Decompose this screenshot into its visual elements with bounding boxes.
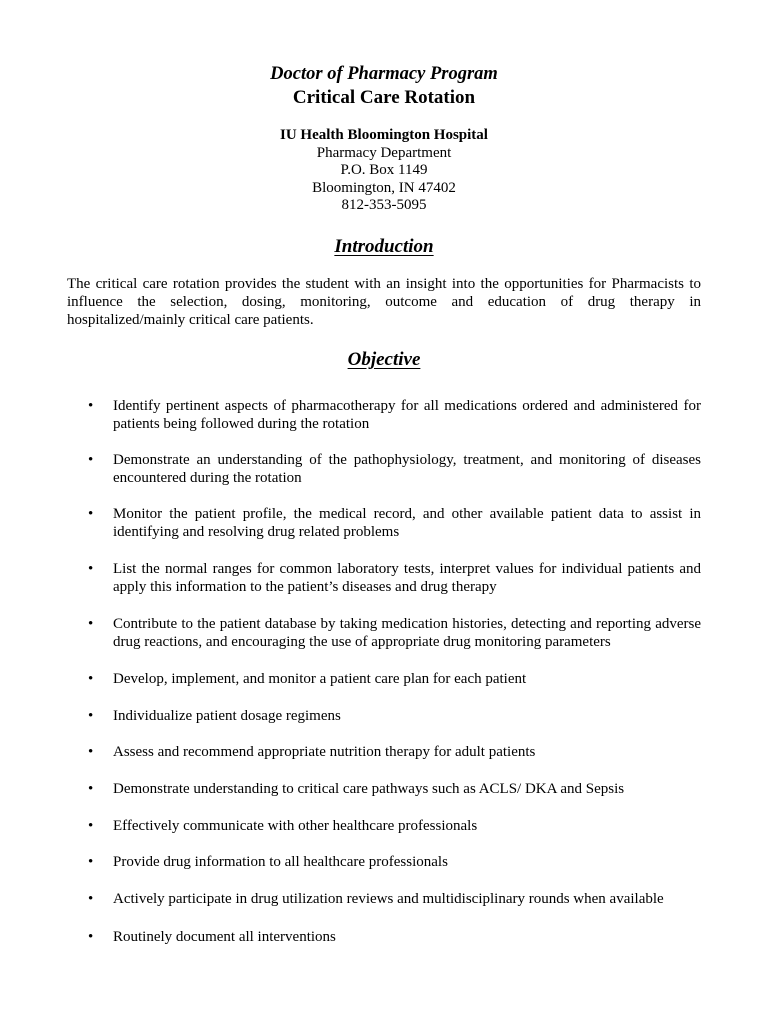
rotation-title: Critical Care Rotation [292,87,476,108]
department-name: Pharmacy Department [316,144,452,161]
objective-text: Contribute to the patient database by taking medication histories, detecting and reporting adverse drug reactions, and encouraging the use of appropriate drug monitoring parameters [113,616,701,650]
bullet-marker: • [88,452,94,468]
objective-text: Develop, implement, and monitor a patient care plan for each patient [113,671,527,687]
objective-text: Monitor the patient profile, the medical record, and other available patient data to assist in identifying and resolving drug related problems [113,506,701,540]
objective-text: Routinely document all interventions [113,929,336,945]
bullet-marker: • [88,616,94,632]
objective-heading: Objective [347,349,421,370]
bullet-marker: • [88,398,94,414]
bullet-marker: • [88,929,94,945]
city-state-zip: Bloomington, IN 47402 [312,179,456,196]
objective-text: Demonstrate understanding to critical care pathways such as ACLS/ DKA and Sepsis [113,781,625,797]
hospital-name: IU Health Bloomington Hospital [280,127,488,143]
bullet-marker: • [88,561,94,577]
bullet-marker: • [88,891,94,907]
po-box: P.O. Box 1149 [340,162,428,179]
bullet-marker: • [88,854,94,870]
bullet-marker: • [88,671,94,687]
bullet-marker: • [88,506,94,522]
phone-number: 812-353-5095 [341,197,427,214]
bullet-marker: • [88,708,94,724]
introduction-heading: Introduction [334,236,434,257]
objective-text: Identify pertinent aspects of pharmacotherapy for all medications ordered and administered for patients being followed during the rotation [113,398,701,432]
objective-text: Demonstrate an understanding of the pathophysiology, treatment, and monitoring of diseases encountered during the rotation [113,452,701,486]
objective-text: Actively participate in drug utilization reviews and multidisciplinary rounds when available [113,891,664,907]
bullet-marker: • [88,744,94,760]
objective-text: Effectively communicate with other healthcare professionals [113,818,478,834]
program-title: Doctor of Pharmacy Program [270,64,498,84]
objective-text: Individualize patient dosage regimens [113,708,341,724]
objective-text: List the normal ranges for common laboratory tests, interpret values for individual patients and apply this information to the patient’s diseases and drug therapy [113,561,701,595]
bullet-marker: • [88,781,94,797]
bullet-marker: • [88,818,94,834]
objective-text: Provide drug information to all healthcare professionals [113,854,448,870]
introduction-paragraph: The critical care rotation provides the student with an insight into the opportunities for Pharmacists to influence the selection, dosing, monitoring, outcome and education of drug therapy in hospitalized/mainly critical care patients. [67,276,701,328]
objective-text: Assess and recommend appropriate nutrition therapy for adult patients [113,744,536,760]
